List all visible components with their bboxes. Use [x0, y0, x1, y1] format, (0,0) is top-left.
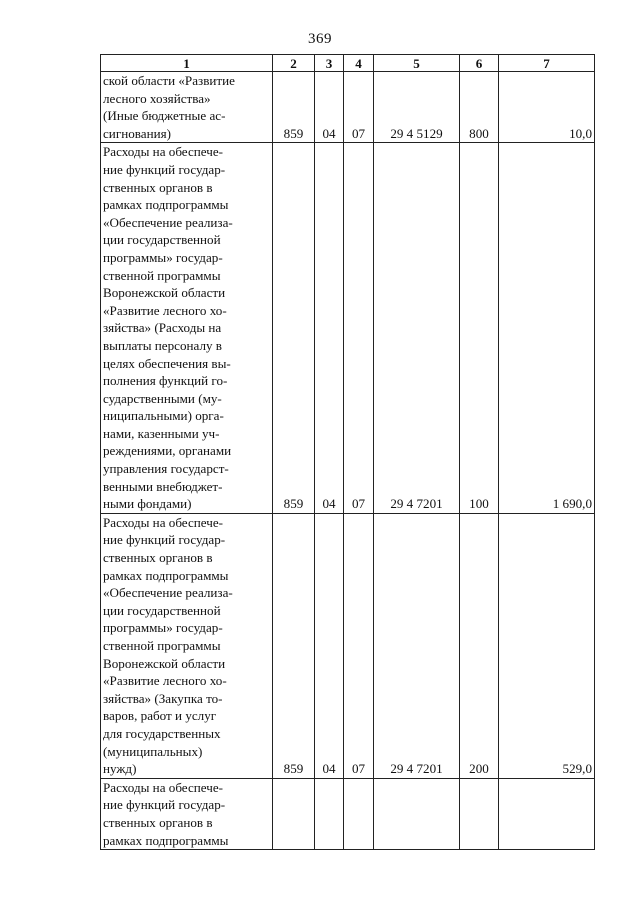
target-article-cell: 29 4 5129 [374, 72, 460, 143]
description-cell [101, 778, 273, 849]
ministry-code-cell: 859 [273, 513, 315, 778]
subsection-code-cell: 07 [344, 143, 374, 513]
description-line: ниципальными) орга- [103, 408, 224, 424]
description-line: ние функций государ- [103, 532, 226, 548]
ministry-code-cell: 859 [273, 143, 315, 513]
description-line: ние функций государ- [103, 797, 226, 813]
ministry-code-cell [273, 778, 315, 849]
expense-type-cell [460, 778, 499, 849]
description-line: ственной программы [103, 638, 221, 653]
description-line: нужд) [103, 761, 137, 777]
table-row [101, 72, 595, 143]
expense-type-cell: 100 [460, 143, 499, 513]
description-line: ственных органов в [103, 179, 213, 195]
description-line: «Обеспечение реализа- [103, 585, 233, 601]
table-row [101, 778, 595, 849]
table-row [101, 513, 595, 778]
section-code-cell: 04 [315, 72, 344, 143]
column-header-5: 5 [374, 55, 460, 72]
description-line: рамках подпрограммы [103, 567, 229, 583]
description-line: целях обеспечения вы- [103, 355, 231, 371]
description-cell [101, 513, 273, 778]
description-line: лесного хозяйства» [103, 90, 211, 106]
description-line: сударственными (му- [103, 390, 222, 406]
description-line: рамках подпрограммы [103, 832, 229, 848]
description-line: Расходы на обеспече- [103, 779, 224, 795]
description-line: Расходы на обеспече- [103, 514, 224, 530]
description-line: варов, работ и услуг [103, 708, 217, 724]
description-line: программы» государ- [103, 620, 223, 636]
ministry-code-cell: 859 [273, 72, 315, 143]
description-line: ственных органов в [103, 814, 213, 830]
column-header-3: 3 [315, 55, 344, 72]
description-line: сигнования) [103, 125, 171, 141]
budget-table [100, 54, 595, 850]
column-header-1: 1 [101, 55, 273, 72]
description-line: рамках подпрограммы [103, 197, 229, 213]
description-line: нами, казенными уч- [103, 425, 220, 441]
description-line: ственных органов в [103, 550, 213, 566]
section-code-cell: 04 [315, 143, 344, 513]
description-line: ственной программы [103, 267, 221, 283]
description-line: Воронежской области [103, 285, 226, 301]
target-article-cell: 29 4 7201 [374, 143, 460, 513]
description-line: Расходы на обеспече- [103, 144, 224, 160]
table-row [101, 143, 595, 513]
description-line: ции государственной [103, 232, 221, 248]
description-line: управления государст- [103, 461, 229, 477]
expense-type-cell: 800 [460, 72, 499, 143]
subsection-code-cell: 07 [344, 513, 374, 778]
page-number: 369 [308, 31, 332, 47]
section-code-cell [315, 778, 344, 849]
header-row [101, 55, 595, 72]
description-line: Воронежской области [103, 655, 226, 671]
target-article-cell [374, 778, 460, 849]
subsection-code-cell: 07 [344, 72, 374, 143]
description-line: зяйства» (Закупка то- [103, 690, 223, 706]
description-line: программы» государ- [103, 249, 223, 265]
description-line: венными внебюджет- [103, 478, 223, 494]
amount-cell: 10,0 [499, 72, 595, 143]
description-line: полнения функций го- [103, 373, 228, 389]
description-line: зяйства» (Расходы на [103, 320, 222, 336]
amount-cell: 1 690,0 [499, 143, 595, 513]
column-header-7: 7 [499, 55, 595, 72]
description-line: выплаты персоналу в [103, 337, 222, 353]
column-header-2: 2 [273, 55, 315, 72]
description-line: (Иные бюджетные ас- [103, 108, 226, 124]
target-article-cell: 29 4 7201 [374, 513, 460, 778]
table-body [101, 72, 595, 850]
column-header-6: 6 [460, 55, 499, 72]
description-cell [101, 143, 273, 513]
amount-cell [499, 778, 595, 849]
description-line: ние функций государ- [103, 161, 226, 177]
amount-cell: 529,0 [499, 513, 595, 778]
description-line: ции государственной [103, 602, 221, 618]
description-line: ской области «Развитие [103, 73, 235, 88]
subsection-code-cell [344, 778, 374, 849]
column-header-4: 4 [344, 55, 374, 72]
section-code-cell: 04 [315, 513, 344, 778]
description-line: «Развитие лесного хо- [103, 673, 227, 689]
description-line: ными фондами) [103, 496, 192, 512]
description-line: «Развитие лесного хо- [103, 302, 227, 318]
description-line: «Обеспечение реализа- [103, 214, 233, 230]
description-cell [101, 72, 273, 143]
description-line: (муниципальных) [103, 743, 203, 759]
description-line: для государственных [103, 725, 221, 741]
description-line: реждениями, органами [103, 443, 232, 459]
expense-type-cell: 200 [460, 513, 499, 778]
